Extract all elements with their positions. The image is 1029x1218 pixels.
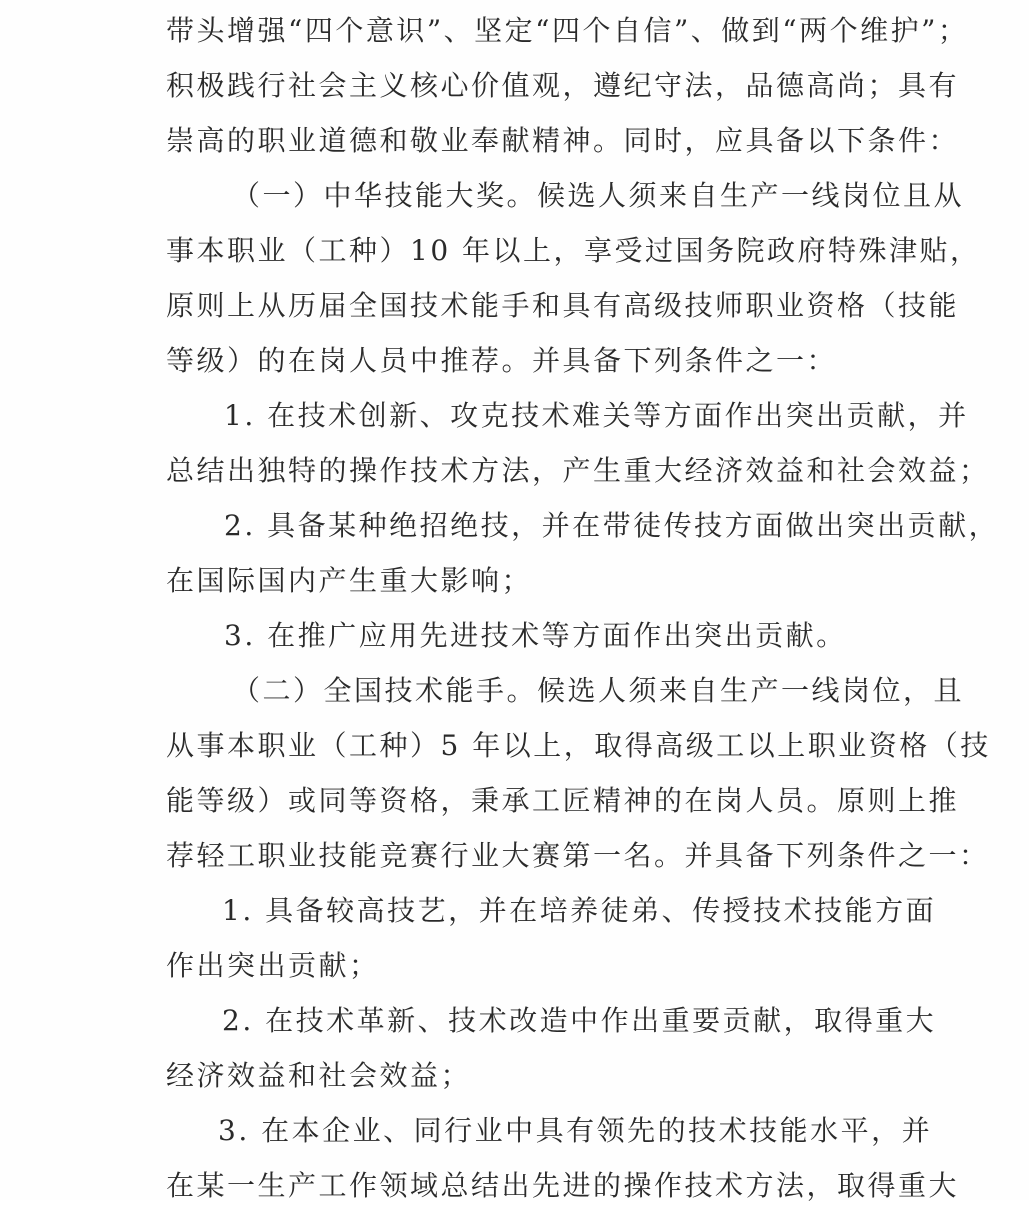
text-line: 经济效益和社会效益； (166, 1059, 472, 1092)
text-line: 在某一生产工作领域总结出先进的操作技术方法，取得重大 (166, 1169, 960, 1202)
text-line: 能等级）或同等资格，秉承工匠精神的在岗人员。原则上推 (166, 784, 960, 817)
text-line: 原则上从历届全国技术能手和具有高级技师职业资格（技能 (166, 289, 960, 322)
text-line: 荐轻工职业技能竞赛行业大赛第一名。并具备下列条件之一： (166, 839, 990, 872)
document-body (166, 8, 1000, 1218)
list-item-line: 3. 在本企业、同行业中具有领先的技术技能水平，并 (218, 1114, 933, 1147)
list-item-line: 2. 在技术革新、技术改造中作出重要贡献，取得重大 (222, 1004, 937, 1037)
text-line: 积极践行社会主义核心价值观，遵纪守法，品德高尚；具有 (166, 69, 960, 102)
text-line: 等级）的在岗人员中推荐。并具备下列条件之一： (166, 344, 838, 377)
text-line: 崇高的职业道德和敬业奉献精神。同时，应具备以下条件： (166, 124, 960, 157)
text-line: 在国际国内产生重大影响； (166, 564, 533, 597)
text-line: 总结出独特的操作技术方法，产生重大经济效益和社会效益； (166, 454, 990, 487)
text-line: 带头增强“四个意识”、坚定“四个自信”、做到“两个维护”； (166, 14, 969, 47)
text-line: 从事本职业（工种）5 年以上，取得高级工以上职业资格（技 (166, 729, 991, 762)
list-item-line: 2. 具备某种绝招绝技，并在带徒传技方面做出突出贡献， (224, 509, 1000, 542)
section-heading-line: （一）中华技能大奖。候选人须来自生产一线岗位且从 (232, 179, 965, 212)
text-line: 作出突出贡献； (166, 949, 380, 982)
list-item-line: 1. 在技术创新、攻克技术难关等方面作出突出贡献，并 (224, 399, 969, 432)
text-line: 事本职业（工种）10 年以上，享受过国务院政府特殊津贴， (166, 234, 981, 267)
list-item-line: 3. 在推广应用先进技术等方面作出突出贡献。 (224, 619, 847, 652)
list-item-line: 1. 具备较高技艺，并在培养徒弟、传授技术技能方面 (222, 894, 937, 927)
section-heading-line: （二）全国技术能手。候选人须来自生产一线岗位，且 (232, 674, 965, 707)
